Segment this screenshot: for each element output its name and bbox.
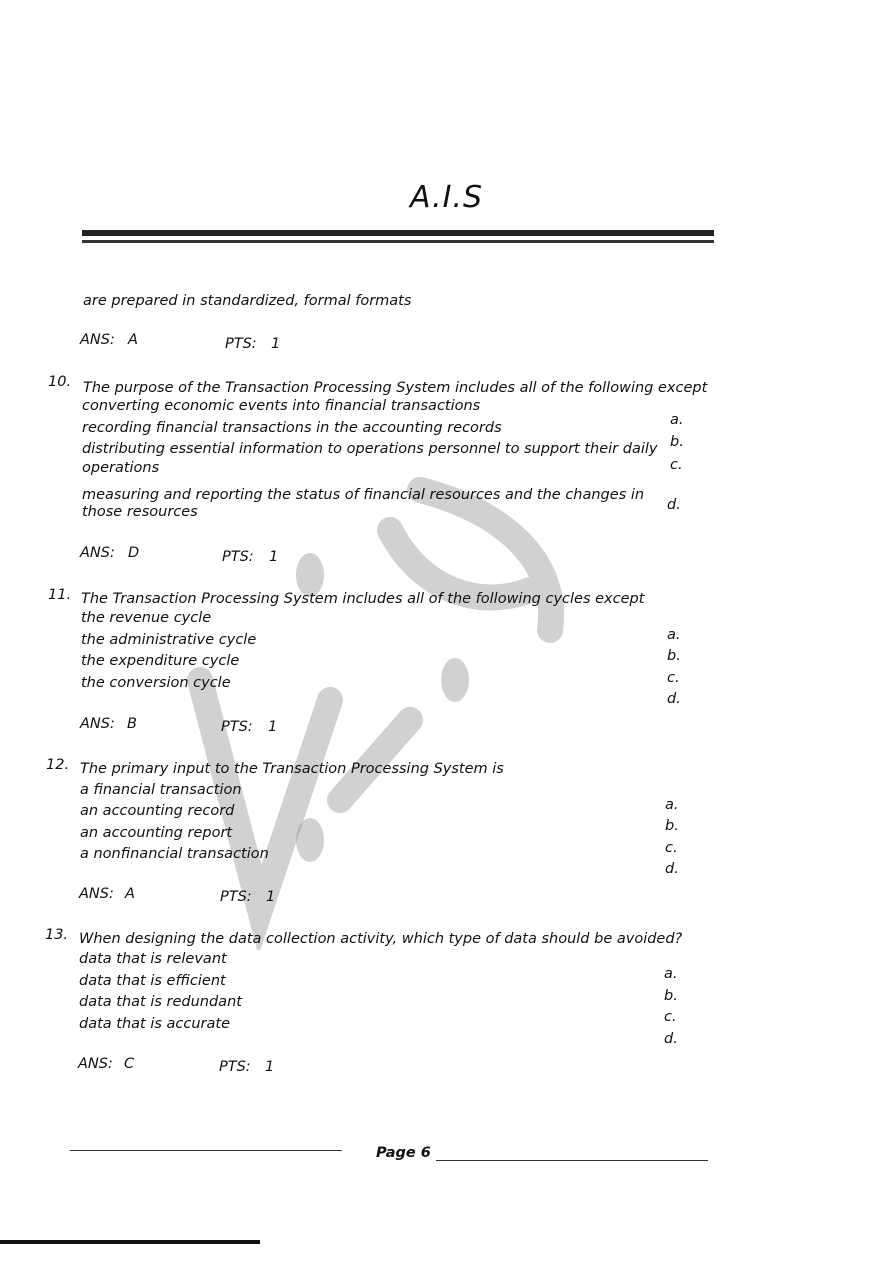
points-label: PTS: [222,549,254,565]
option-letter: a. [667,627,681,643]
points-value: 1 [265,1059,275,1075]
option-letter: b. [664,988,678,1004]
option-letter: c. [664,1009,677,1025]
header-rule-thin [82,240,714,243]
option-letter: b. [670,434,684,450]
previous-option-text: are prepared in standardized, formal formats [83,293,412,309]
option-text: data that is redundant [79,994,242,1010]
option-text: data that is relevant [79,951,227,967]
option-text: an accounting record [80,803,235,819]
option-text: data that is efficient [79,973,226,989]
footer-rule-left [70,1150,342,1151]
points-label: PTS: [221,719,253,735]
option-text: the revenue cycle [81,610,212,626]
option-letter: b. [667,648,681,664]
option-letter: c. [667,670,680,686]
points-label: PTS: [220,889,252,905]
option-text: distributing essential information to operations personnel to support their daily [82,441,658,457]
option-text: operations [82,460,160,476]
option-letter: d. [667,691,681,707]
option-text: the administrative cycle [81,632,257,648]
option-text: data that is accurate [79,1016,230,1032]
footer-rule-right [436,1160,708,1161]
option-letter: c. [665,840,678,856]
option-letter: d. [664,1031,678,1047]
question-number: 10. [48,374,72,390]
document-title: A.I.S [409,180,484,215]
answer-label: ANS: [78,1056,113,1072]
question-stem: The Transaction Processing System includes all of the following cycles except [81,591,645,607]
answer-label: ANS: [80,545,115,561]
option-letter: c. [670,457,683,473]
question-stem: The primary input to the Transaction Processing System is [80,761,504,777]
question-number: 11. [48,587,72,603]
header-rule-thick [82,230,714,236]
option-letter: b. [665,818,679,834]
option-text: a financial transaction [80,782,242,798]
points-value: 1 [266,889,276,905]
question-stem: When designing the data collection activity, which type of data should be avoided? [79,931,683,947]
points-label: PTS: [219,1059,251,1075]
points-label: PTS: [225,336,257,352]
question-number: 13. [45,927,69,943]
question-number: 12. [46,757,70,773]
option-letter: a. [664,966,678,982]
answer-value: A [128,332,138,348]
option-text: those resources [82,504,198,520]
watermark-logo [180,470,600,950]
answer-label: ANS: [79,886,114,902]
option-text: the expenditure cycle [81,653,240,669]
option-text: recording financial transactions in the accounting records [82,420,502,436]
page-number: Page 6 [376,1145,431,1161]
answer-value: D [128,545,140,561]
answer-label: ANS: [80,332,115,348]
option-text: converting economic events into financial transactions [82,398,481,414]
answer-label: ANS: [80,716,115,732]
answer-value: C [124,1056,135,1072]
option-text: a nonfinancial transaction [80,846,269,862]
answer-value: A [125,886,135,902]
option-text: measuring and reporting the status of financial resources and the changes in [82,487,645,503]
question-stem: The purpose of the Transaction Processing System includes all of the following except [83,380,708,396]
scan-edge-bar [0,1240,260,1244]
option-letter: d. [665,861,679,877]
points-value: 1 [268,719,278,735]
option-letter: d. [667,497,681,513]
points-value: 1 [271,336,281,352]
option-letter: a. [670,412,684,428]
option-letter: a. [665,797,679,813]
option-text: an accounting report [80,825,233,841]
points-value: 1 [269,549,279,565]
option-text: the conversion cycle [81,675,231,691]
answer-value: B [127,716,137,732]
